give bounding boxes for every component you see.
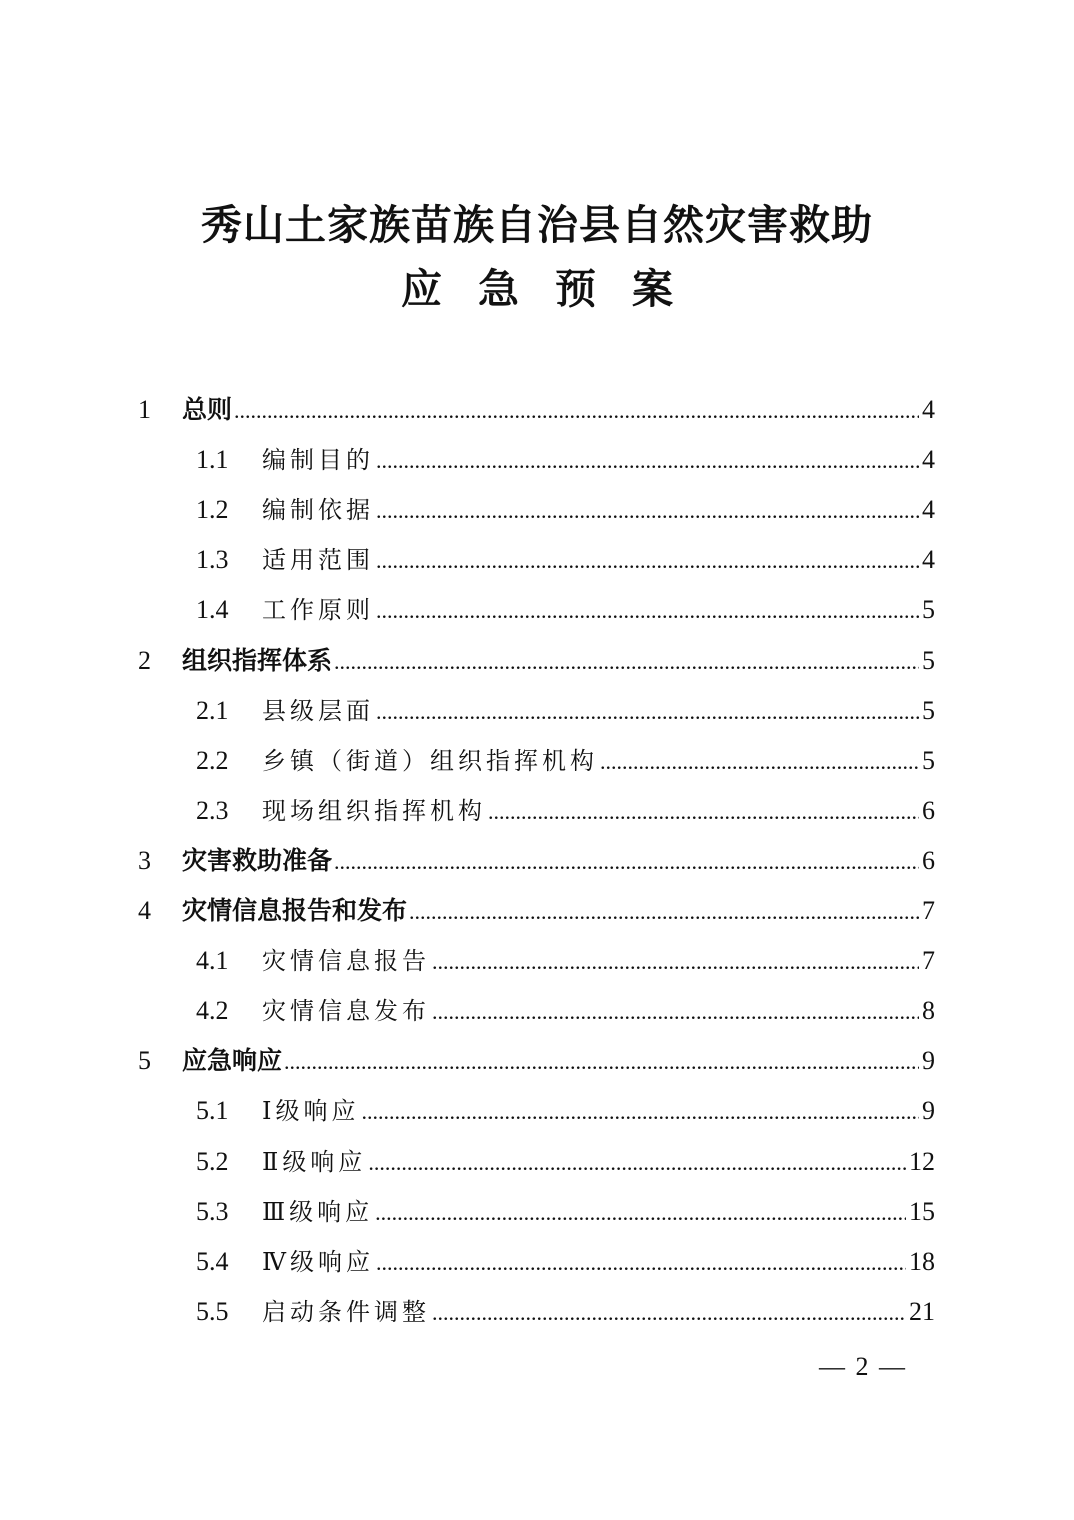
toc-entry-label: 现场组织指挥机构: [262, 796, 486, 825]
toc-entry-number: 2.1: [196, 695, 229, 725]
toc-dot-leader: [600, 742, 919, 782]
toc-entry-label: 组织指挥体系: [182, 645, 333, 675]
toc-subsection-row[interactable]: [196, 791, 935, 831]
toc-entry-number: 2: [138, 645, 151, 675]
toc-entry-label: 乡镇（街道）组织指挥机构: [262, 746, 598, 775]
toc-entry-label: 工作原则: [262, 596, 374, 625]
toc-dot-leader: [376, 591, 919, 631]
toc-dot-leader: [488, 792, 919, 832]
toc-dot-leader: [409, 892, 919, 932]
toc-entry-number: 4.1: [196, 946, 229, 976]
toc-entry-label: Ⅱ级响应: [262, 1147, 367, 1176]
document-title-line-1: 秀山土家族苗族自治县自然灾害救助: [201, 201, 873, 249]
toc-subsection-row[interactable]: [196, 590, 935, 630]
toc-section-row[interactable]: [138, 390, 935, 430]
toc-subsection-row[interactable]: [196, 1091, 935, 1131]
toc-entry-page: 15: [909, 1196, 935, 1226]
toc-entry-label: 灾害救助准备: [182, 845, 333, 875]
toc-entry-number: 3: [138, 845, 151, 875]
toc-subsection-row[interactable]: [196, 1292, 935, 1332]
toc-section-row[interactable]: [138, 891, 935, 931]
toc-dot-leader: [376, 692, 919, 732]
toc-entry-page: 4: [922, 495, 935, 525]
toc-entry-number: 1: [138, 395, 151, 424]
toc-entry-number: 5.5: [196, 1296, 229, 1326]
toc-subsection-row[interactable]: [196, 440, 935, 480]
toc-entry-page: 18: [909, 1246, 935, 1276]
toc-entry-page: 9: [922, 1046, 935, 1076]
toc-subsection-row[interactable]: [196, 1192, 935, 1232]
toc-entry-number: 5.4: [196, 1246, 229, 1276]
toc-dot-leader: [432, 942, 919, 982]
toc-entry-page: 4: [922, 445, 935, 475]
toc-entry-label: 总则: [182, 395, 233, 424]
toc-subsection-row[interactable]: [196, 540, 935, 580]
toc-dot-leader: [376, 491, 919, 531]
toc-section-row[interactable]: [138, 1041, 935, 1081]
toc-entry-label: 适用范围: [262, 546, 374, 575]
toc-entry-label: 县级层面: [262, 696, 374, 725]
toc-entry-page: 12: [909, 1146, 935, 1176]
toc-entry-label: Ⅲ级响应: [262, 1197, 374, 1226]
toc-dot-leader: [376, 541, 919, 581]
toc-entry-number: 2.2: [196, 745, 229, 775]
toc-entry-label: Ⅳ级响应: [262, 1247, 374, 1276]
toc-dot-leader: [376, 1243, 906, 1283]
toc-dot-leader: [376, 441, 919, 481]
toc-dot-leader: [432, 992, 919, 1032]
toc-entry-page: 5: [922, 595, 935, 625]
toc-dot-leader: [284, 1042, 919, 1082]
toc-entry-number: 1.3: [196, 545, 229, 575]
toc-entry-number: 5.2: [196, 1146, 229, 1176]
toc-entry-number: 1.1: [196, 445, 229, 475]
toc-entry-number: 2.3: [196, 795, 229, 825]
toc-entry-label: 应急响应: [182, 1046, 283, 1076]
toc-entry-number: 5: [138, 1046, 151, 1076]
toc-entry-label: 启动条件调整: [262, 1297, 430, 1326]
page-number: — 2 —: [819, 1352, 907, 1381]
toc-section-row[interactable]: [138, 841, 935, 881]
toc-entry-page: 4: [922, 395, 935, 424]
toc-entry-number: 4: [138, 896, 151, 925]
toc-entry-number: 1.4: [196, 595, 229, 625]
toc-dot-leader: [375, 1193, 906, 1233]
toc-entry-label: 编制目的: [262, 446, 374, 475]
toc-section-row[interactable]: [138, 641, 935, 681]
toc-entry-page: 21: [909, 1296, 935, 1326]
toc-entry-number: 5.3: [196, 1196, 229, 1226]
toc-entry-number: 1.2: [196, 495, 229, 525]
toc-subsection-row[interactable]: [196, 991, 935, 1031]
toc-entry-label: 灾情信息报告: [262, 947, 430, 976]
toc-entry-label: 灾情信息报告和发布: [182, 896, 408, 925]
toc-entry-page: 6: [922, 795, 935, 825]
toc-entry-page: 6: [922, 845, 935, 875]
toc-subsection-row[interactable]: [196, 691, 935, 731]
toc-entry-page: 9: [922, 1096, 935, 1126]
toc-dot-leader: [334, 842, 919, 882]
toc-subsection-row[interactable]: [196, 941, 935, 981]
toc-dot-leader: [368, 1143, 906, 1183]
toc-entry-page: 5: [922, 695, 935, 725]
toc-entry-page: 8: [922, 996, 935, 1026]
toc-dot-leader: [334, 642, 919, 682]
toc-entry-number: 5.1: [196, 1096, 229, 1126]
toc-subsection-row[interactable]: [196, 1242, 935, 1282]
toc-dot-leader: [361, 1092, 919, 1132]
toc-entry-page: 5: [922, 745, 935, 775]
toc-subsection-row[interactable]: [196, 741, 935, 781]
toc-entry-page: 5: [922, 645, 935, 675]
toc-entry-number: 4.2: [196, 996, 229, 1026]
toc-entry-page: 4: [922, 545, 935, 575]
toc-dot-leader: [234, 391, 919, 431]
toc-entry-page: 7: [922, 896, 935, 925]
toc-subsection-row[interactable]: [196, 490, 935, 530]
toc-entry-label: 编制依据: [262, 496, 374, 525]
toc-entry-label: 灾情信息发布: [262, 997, 430, 1026]
toc-subsection-row[interactable]: [196, 1142, 935, 1182]
toc-entry-page: 7: [922, 946, 935, 976]
toc-dot-leader: [432, 1293, 906, 1333]
toc-entry-label: Ⅰ级响应: [262, 1097, 360, 1126]
document-title-line-2: 应急预案: [401, 265, 709, 313]
